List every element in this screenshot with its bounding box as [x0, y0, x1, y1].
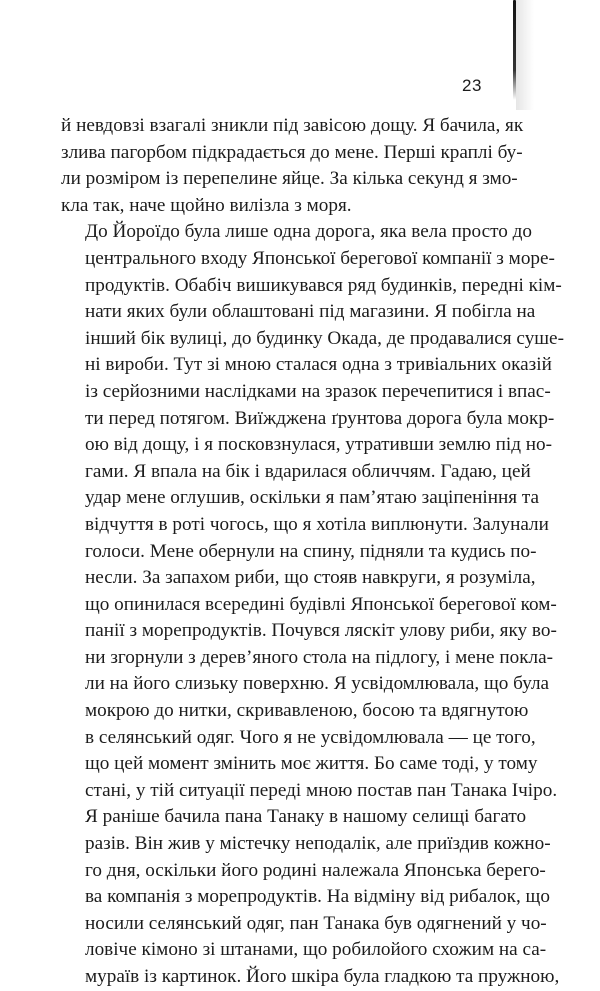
text-line: кла так, наче щойно вилізла з моря. — [61, 194, 352, 216]
text-line: відчуття в роті чогось, що я хотіла виплюнути. Залунали — [85, 513, 549, 535]
text-line: й невдовзі взагалі зникли під завісою дощу. Я бачила, як — [61, 115, 524, 136]
text-line: в селянський одяг. Чого я не усвідомлювала — це того, — [85, 726, 536, 748]
text-line: ловіче кімоно зі штанами, що робилойого схожим на са- — [85, 939, 547, 961]
text-line: злива пагорбом підкрадається до мене. Перші краплі бу- — [61, 141, 523, 163]
text-line: разів. Він жив у містечку неподалік, але приїздив кожно- — [85, 833, 551, 855]
text-line: із серйозними наслідками на зразок перечепитися і впас- — [85, 380, 551, 402]
paragraph — [61, 804, 560, 990]
text-line: продуктів. Обабіч вишикувався ряд будинків, передні кім- — [85, 274, 562, 296]
text-line: ли на його слизьку поверхню. Я усвідомлювала, що була — [85, 673, 550, 695]
text-line: го дня, оскільки його родині належала Японська берего- — [85, 859, 546, 881]
paragraph — [61, 219, 564, 804]
text-line: ва компанія з морепродуктів. На відміну від рибалок, що — [85, 886, 550, 908]
paragraph — [61, 113, 524, 219]
text-line: панії з морепродуктів. Почувся ляскіт улову риби, яку во- — [85, 620, 557, 642]
spine-edge — [513, 0, 516, 100]
text-line: несли. За запахом риби, що стояв навкруги, я розуміла, — [85, 567, 536, 589]
text-line: ли розміром із перепелине яйце. За кілька секунд я змо- — [61, 168, 518, 190]
text-line: ни згорнули з дерев’яного стола на підлогу, і мене покла- — [85, 646, 553, 668]
text-line: що опинилася всередині будівлі Японської берегової ком- — [85, 593, 557, 615]
text-line: нати яких були облаштовані під магазини. Я побігла на — [85, 301, 536, 323]
text-line: інший бік вулиці, до будинку Окада, де продавалися суше- — [85, 327, 564, 349]
text-line: що цей момент змінить моє життя. Бо саме тоді, у тому — [85, 753, 538, 775]
text-line: удар мене оглушив, оскільки я пам’ятаю заціпеніння та — [85, 487, 540, 509]
spine-shadow — [516, 0, 534, 110]
text-line: До Йороїдо була лише одна дорога, яка вела просто до — [85, 221, 532, 243]
text-line: мокрою до нитки, скривавленою, босою та вдягнутою — [85, 700, 529, 722]
text-line: стані, у тій ситуації переді мною постав пан Танака Ічіро. — [85, 779, 558, 801]
page-number: 23 — [462, 76, 482, 95]
text-line: мураїв із картинок. Його шкіра була гладкою та пружною, — [85, 966, 560, 987]
body-text — [61, 113, 564, 991]
text-line: гами. Я впала на бік і вдарилася обличчям. Гадаю, цей — [85, 460, 531, 482]
text-line: ні вироби. Тут зі мною сталася одна з тривіальних оказій — [85, 354, 552, 376]
text-line: центрального входу Японської берегової компанії з море- — [85, 247, 555, 269]
text-line: носили селянський одяг, пан Танака був одягнений у чо- — [85, 912, 547, 934]
text-line: голоси. Мене обернули на спину, підняли та кудись по- — [85, 540, 537, 562]
text-line: Я раніше бачила пана Танаку в нашому селищі багато — [85, 806, 527, 828]
text-line: ти перед потягом. Виїжджена ґрунтова дорога була мокр- — [85, 407, 555, 429]
text-line: ою від дощу, і я посковзнулася, утративши землю під но- — [85, 434, 553, 456]
